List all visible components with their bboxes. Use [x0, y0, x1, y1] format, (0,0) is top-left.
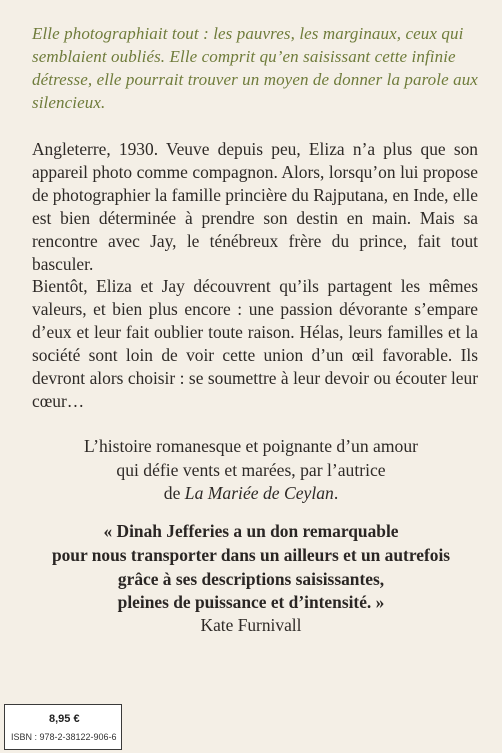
quote-line-3: grâce à ses descriptions saisissantes,	[117, 568, 385, 589]
blurb-line-3	[20, 482, 482, 506]
blurb-line-2: qui défie vents et marées, par l’autrice	[116, 459, 386, 480]
summary	[32, 138, 478, 413]
press-quote	[20, 520, 482, 615]
teaser-quote: Elle photographiait tout : les pauvres, les marginaux, ceux qui semblaient oubliés. Elle comprit qu’en saisissant cette infinie détresse, elle pourrait trouver un moyen de donner la parole aux silencieux.	[32, 24, 478, 112]
price: 8,95 €	[49, 713, 80, 725]
summary-paragraph-2: Bientôt, Eliza et Jay découvrent qu’ils partagent les mêmes valeurs, et bien plus encore : une passion dévorante s’empare d’eux et leur fait oublier toute raison. Hélas, leurs familles et la société sont loin de voir cette union d’un œil favorable. Ils devront alors choisir : se soumettre à leur devoir ou écouter leur cœur…	[32, 276, 478, 411]
summary-paragraph-1: Angleterre, 1930. Veuve depuis peu, Eliza n’a plus que son appareil photo comme compagnon. Alors, lorsqu’on lui propose de photographier la famille princière du Rajputana, en Inde, elle est bien déterminée à prendre son destin en main. Mais sa rencontre avec Jay, le ténébreux frère du prince, fait tout basculer.	[32, 139, 478, 274]
blurb	[20, 435, 482, 506]
blurb-line-3-prefix: de	[163, 483, 185, 503]
quote-line-1: « Dinah Jefferies a un don remarquable	[103, 521, 399, 541]
quote-line-2: pour nous transporter dans un ailleurs et un autrefois	[51, 544, 451, 565]
blurb-line-1: L’histoire romanesque et poignante d’un amour	[83, 436, 419, 456]
quote-author: Kate Furnivall	[200, 615, 302, 635]
price-sticker	[4, 704, 122, 750]
blurb-line-3-suffix: .	[333, 483, 339, 503]
quote-line-4: pleines de puissance et d’intensité. »	[117, 592, 385, 613]
isbn: ISBN : 978-2-38122-906-6	[11, 732, 117, 742]
previous-book-title: La Mariée de Ceylan	[184, 483, 334, 503]
